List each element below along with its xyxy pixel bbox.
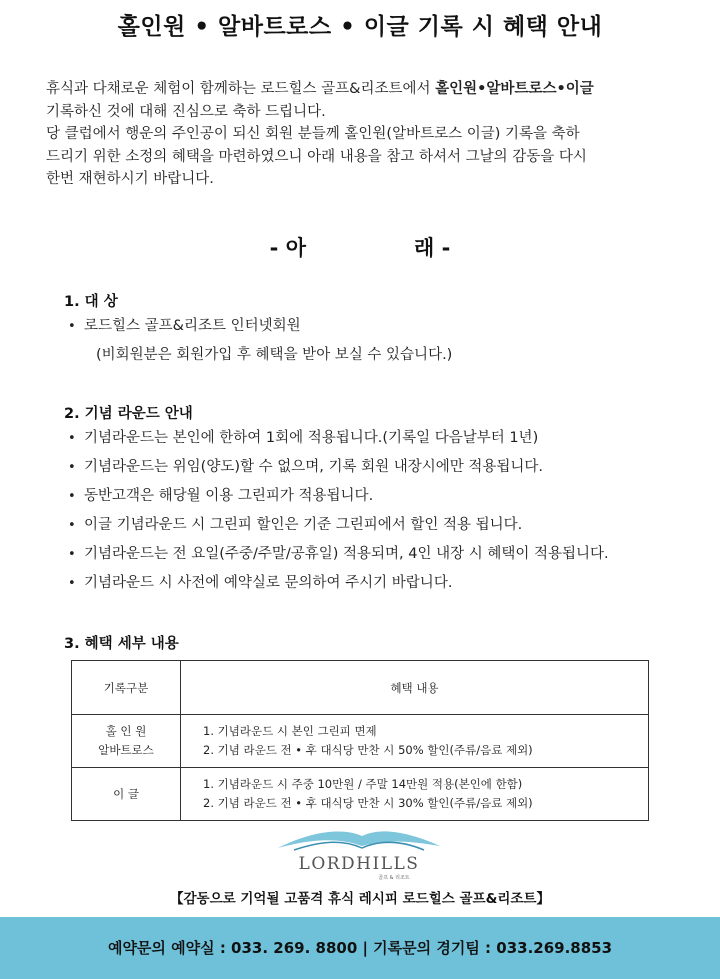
benefit-table	[71, 660, 649, 821]
lordhills-logo	[274, 826, 444, 882]
logo-wordmark: LORDHILLS	[298, 854, 420, 874]
bullet-icon: •	[68, 547, 76, 562]
section-2-heading: 2. 기념 라운드 안내	[64, 406, 193, 422]
list-item: • 이글 기념라운드 시 그린피 할인은 기준 그린피에서 할인 적용 됩니다.	[68, 511, 609, 540]
notice-below-heading	[0, 232, 720, 262]
list-item: • 기념라운드는 위임(양도)할 수 없으며, 기록 회원 내장시에만 적용됩니다.	[68, 453, 609, 482]
bullet-icon: •	[68, 518, 76, 533]
benefit-cell: 1. 기념라운드 시 주중 10만원 / 주말 14만원 적용(본인에 한함) 2. 기념 라운드 전 • 후 대식당 만찬 시 30% 할인(주류/음료 제외)	[181, 768, 649, 821]
benefit-cell: 1. 기념라운드 시 본인 그린피 면제 2. 기념 라운드 전 • 후 대식당 만찬 시 50% 할인(주류/음료 제외)	[181, 715, 649, 768]
list-item: • 기념라운드는 본인에 한하여 1회에 적용됩니다.(기록일 다음날부터 1년)	[68, 424, 609, 453]
list-item: • 동반고객은 해당월 이용 그린피가 적용됩니다.	[68, 482, 609, 511]
ara-left: - 아	[269, 236, 306, 260]
table-row	[72, 715, 649, 768]
list-item: • 로드힐스 골프&리조트 인터넷회원	[68, 312, 452, 341]
bullet-icon: •	[68, 431, 76, 446]
intro-line-1: 휴식과 다채로운 체험이 함께하는 로드힐스 골프&리조트에서	[46, 81, 436, 97]
bullet-icon: •	[68, 576, 76, 591]
intro-line-3: 당 클럽에서 행운의 주인공이 되신 회원 분들께 홀인원(알바트로스 이글) 기록을 축하	[46, 126, 580, 142]
section-1-note: (비회원분은 회원가입 후 혜택을 받아 보실 수 있습니다.)	[96, 347, 453, 363]
bullet-icon: •	[68, 489, 76, 504]
section-1-list	[68, 312, 452, 370]
page-title: 홀인원 • 알바트로스 • 이글 기록 시 혜택 안내	[117, 14, 603, 40]
intro-line-5: 한번 재현하시기 바랍니다.	[46, 171, 214, 187]
bullet-icon: •	[68, 460, 76, 475]
intro-line-4: 드리기 위한 소정의 혜택을 마련하였으니 아래 내용을 참고 하셔서 그날의 감동을 다시	[46, 148, 587, 165]
header-benefit: 혜택 내용	[181, 661, 649, 715]
intro-paragraph	[46, 78, 686, 191]
contact-footer: 예약문의 예약실 : 033. 269. 8800 | 기록문의 경기팀 : 033.269.8853	[0, 917, 720, 979]
header-category: 기록구분	[72, 661, 181, 715]
list-item: • 기념라운드 시 사전에 예약실로 문의하여 주시기 바랍니다.	[68, 569, 609, 598]
slogan: 【감동으로 기억될 고품격 휴식 레시피 로드힐스 골프&리조트】	[170, 891, 550, 907]
category-cell: 홀 인 원 알바트로스	[72, 715, 181, 768]
table-row	[72, 768, 649, 821]
bullet-icon: •	[68, 319, 76, 334]
list-item: • 기념라운드는 전 요일(주중/주말/공휴일) 적용되며, 4인 내장 시 혜택이 적용됩니다.	[68, 540, 609, 569]
intro-line-2: 기록하신 것에 대해 진심으로 축하 드립니다.	[46, 103, 326, 120]
ara-right: 래 -	[414, 236, 451, 260]
table-header-row	[72, 661, 649, 715]
category-cell: 이 글	[72, 768, 181, 821]
intro-line-1-bold: 홀인원•알바트로스•이글	[435, 81, 594, 97]
section-3-heading: 3. 혜택 세부 내용	[64, 636, 179, 652]
logo-sub: 골프 & 리조트	[378, 875, 410, 881]
section-2-list	[68, 424, 609, 598]
section-1-heading: 1. 대 상	[64, 294, 118, 310]
